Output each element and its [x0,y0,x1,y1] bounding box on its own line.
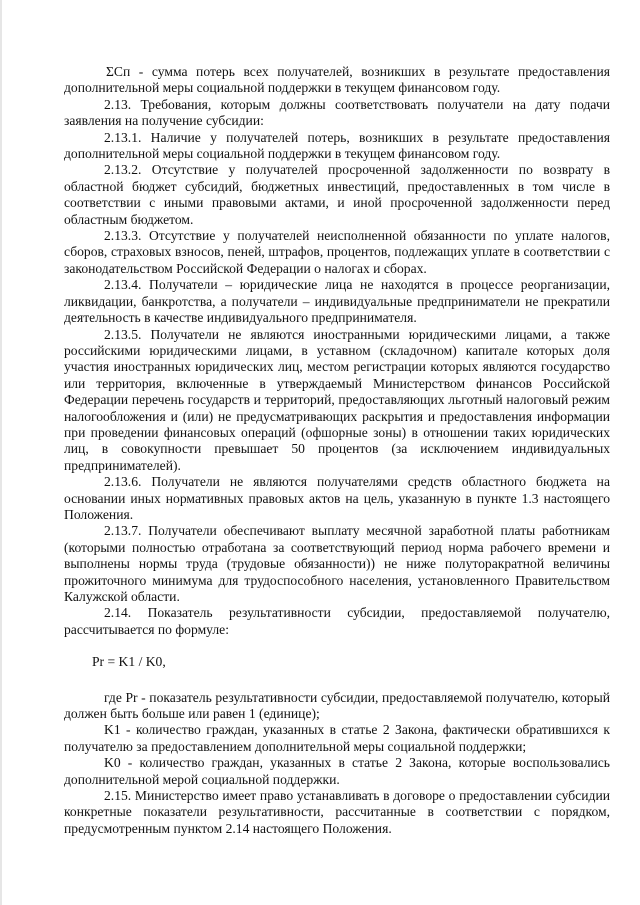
paragraph-2-13-1: 2.13.1. Наличие у получателей потерь, возникших в результате предоставления дополнительной меры социальной поддержки в текущем финансовом году. [64,129,610,162]
paragraph-sum-definition: ΣСп - сумма потерь всех получателей, возникших в результате предоставления дополнительной меры социальной поддержки в текущем финансовом году. [64,64,610,96]
paragraph-2-13-7: 2.13.7. Получатели обеспечивают выплату месячной заработной платы работникам (которыми полностью отработана за соответствующий период норма рабочего времени и выполнены нормы труда (трудовые обязанности)) не ниже полуторакратной величины прожиточного минимума для трудоспособного населения, установленного Правительством Калужской области. [64,523,610,604]
scan-edge [0,0,2,905]
paragraph-2-13-4: 2.13.4. Получатели – юридические лица не находятся в процессе реорганизации, ликвидации, банкротства, а получатели – индивидуальные предприниматели не прекратили деятельность в качестве индивидуального предпринимателя. [64,277,610,326]
paragraph-2-13-3: 2.13.3. Отсутствие у получателей неисполненной обязанности по уплате налогов, сборов, страховых взносов, пеней, штрафов, процентов, подлежащих уплате в соответствии с законодательством Российской Федерации о налогах и сборах. [64,228,610,276]
paragraph-2-14: 2.14. Показатель результативности субсидии, предоставляемой получателю, рассчитывается по формуле: [64,605,610,637]
paragraph-2-13: 2.13. Требования, которым должны соответствовать получатели на дату подачи заявления на получение субсидии: [64,96,610,129]
document-body [64,64,610,837]
paragraph-formula-where: где Pr - показатель результативности субсидии, предоставляемой получателю, который должен быть больше или равен 1 (единице); [64,689,610,722]
paragraph-k0-definition: K0 - количество граждан, указанных в статье 2 Закона, которые воспользовались дополнительной мерой социальной поддержки. [64,755,610,787]
paragraph-2-13-2: 2.13.2. Отсутствие у получателей просроченной задолженности по возврату в областной бюджет субсидий, бюджетных инвестиций, предоставленных в том числе в соответствии с иными правовыми актами, и иной просроченной задолженности перед областным бюджетом. [64,162,610,227]
formula: Pr = K1 / K0, [92,654,166,670]
paragraph-2-15: 2.15. Министерство имеет право устанавливать в договоре о предоставлении субсидии конкретные показатели результативности, рассчитанные в соответствии с порядком, предусмотренным пунктом 2.14 настоящего Положения. [64,788,610,836]
paragraph-2-13-5: 2.13.5. Получатели не являются иностранными юридическими лицами, а также российскими юридическими лицами, в уставном (складочном) капитале которых доля участия иностранных юридических лиц, местом регистрации которых являются государство или территория, включенные в утверждаемый Министерством финансов Российской Федерации перечень государств и территорий, предоставляющих льготный налоговый режим налогообложения и (или) не предусматривающих раскрытия и предоставления информации при проведении финансовых операций (офшорные зоны) в отношении таких юридических лиц, в совокупности превышает 50 процентов (за исключением индивидуальных предпринимателей). [64,326,610,473]
paragraph-2-13-6: 2.13.6. Получатели не являются получателями средств областного бюджета на основании иных нормативных правовых актов на цель, указанную в пункте 1.3 настоящего Положения. [64,474,610,522]
paragraph-k1-definition: K1 - количество граждан, указанных в статье 2 Закона, фактически обратившихся к получателю за предоставлением дополнительной меры социальной поддержки; [64,722,610,754]
